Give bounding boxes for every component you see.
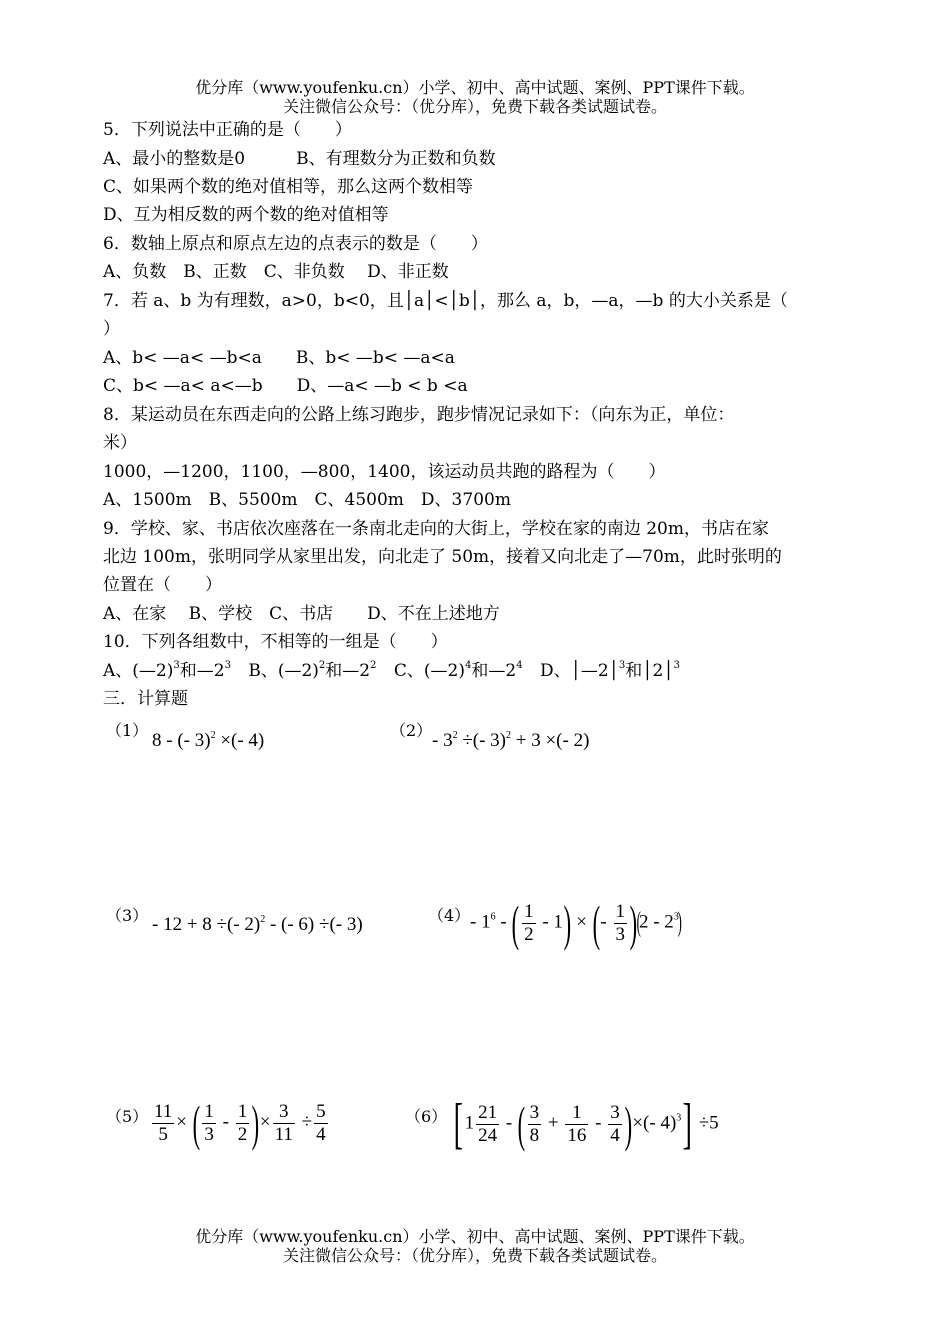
- q10-option-c: C、(—2)$^4$和$—2^4$: [393, 660, 523, 681]
- calc-5-label: （5）: [106, 1107, 149, 1126]
- q5-option-d: D、互为相反数的两个数的绝对值相等: [103, 205, 389, 225]
- q9-stem-2: 北边 100m，张明同学从家里出发，向北走了 50m，接着又向北走了—70m，此时张明的: [103, 547, 782, 567]
- header-line-1: 优分库（www.youfenku.cn）小学、初中、高中试题、案例、PPT课件下载。: [195, 78, 755, 97]
- q9-options: A、在家 B、学校 C、书店 D、不在上述地方: [103, 604, 500, 624]
- q9-stem-3: 位置在（ ）: [103, 575, 222, 595]
- q8-data: 1000，—1200，1100，—800，1400，该运动员共跑的路程为（ ）: [103, 462, 666, 482]
- q10-option-a: A、(—2)$^3$和$—2^3$: [103, 660, 231, 681]
- section-title: 三．计算题: [103, 689, 188, 709]
- q5-option-c: C、如果两个数的绝对值相等，那么这两个数相等: [103, 177, 474, 197]
- footer-line-2: 关注微信公众号：（优分库），免费下载各类试题试卷。: [282, 1246, 667, 1265]
- q10-option-b: B、(—2)$^2$和$—2^2$: [248, 660, 377, 681]
- q5-stem: 5．下列说法中正确的是（ ）: [103, 120, 352, 140]
- calc-4-expression: - $1^6$ - ( $\frac{1}{2}$ - 1) × (- $\frac{1}{3}$ )$(2 - 2^3)$: [470, 895, 682, 951]
- calc-3-expression: - 12 + 8 ÷(- 2)$^2$ - (- 6) ÷(- 3): [152, 914, 363, 935]
- q5-options-ab: A、最小的整数是0 B、有理数分为正数和负数: [103, 149, 496, 169]
- q10-options: [103, 660, 680, 682]
- calc-4-label: （4）: [428, 906, 471, 925]
- footer-line-1: 优分库（www.youfenku.cn）小学、初中、高中试题、案例、PPT课件下载。: [195, 1227, 755, 1246]
- calc-2-expression: - $3^2$ ÷(- 3)$^2$ + 3 ×(- 2): [432, 730, 590, 751]
- q6-options: A、负数 B、正数 C、非负数 D、非正数: [103, 262, 449, 282]
- calc-2-label: （2）: [390, 721, 433, 740]
- calc-3-label: （3）: [106, 906, 149, 925]
- q7-options-cd: C、b< —a< a<—b D、—a< —b < b <a: [103, 376, 468, 396]
- calc-6-label: （6）: [405, 1107, 448, 1126]
- q8-options: A、1500m B、5500m C、4500m D、3700m: [103, 490, 511, 510]
- q7-stem: 7．若 a、b 为有理数，a>0，b<0，且│a│<│b│，那么 a，b，—a，—b 的大小关系是（: [103, 291, 788, 311]
- q7-stem-end: ）: [103, 319, 120, 339]
- q10-option-d: D、│—2│$^3$和│2│$^3$: [539, 660, 680, 681]
- q8-stem: 8．某运动员在东西走向的公路上练习跑步，跑步情况记录如下：（向东为正，单位：: [103, 405, 735, 425]
- calc-1-expression: 8 - (- 3)$^2$ ×(- 4): [152, 730, 265, 751]
- q9-stem: 9．学校、家、书店依次座落在一条南北走向的大街上，学校在家的南边 20m，书店在家: [103, 519, 769, 539]
- header-line-2: 关注微信公众号：（优分库），免费下载各类试题试卷。: [282, 97, 667, 116]
- q6-stem: 6．数轴上原点和原点左边的点表示的数是（ ）: [103, 234, 488, 254]
- q8-stem-2: 米）: [103, 433, 137, 453]
- calc-5-expression: $\frac{11}{5}$ × ( $\frac{1}{3}$ - $\frac{1}{2}$ )× $\frac{3}{11}$ ÷ $\frac{5}{4}$: [154, 1095, 326, 1151]
- q7-options-ab: A、b< —a< —b<a B、b< —b< —a<a: [103, 348, 455, 368]
- calc-1-label: （1）: [106, 721, 149, 740]
- q10-stem: 10．下列各组数中，不相等的一组是（ ）: [103, 632, 448, 652]
- calc-6-expression: [1 $\frac{21}{24}$ - ( $\frac{3}{8}$ + $\frac{1}{16}$ - $\frac{3}{4}$ )×(- 4)$^3$] ÷5: [453, 1093, 719, 1155]
